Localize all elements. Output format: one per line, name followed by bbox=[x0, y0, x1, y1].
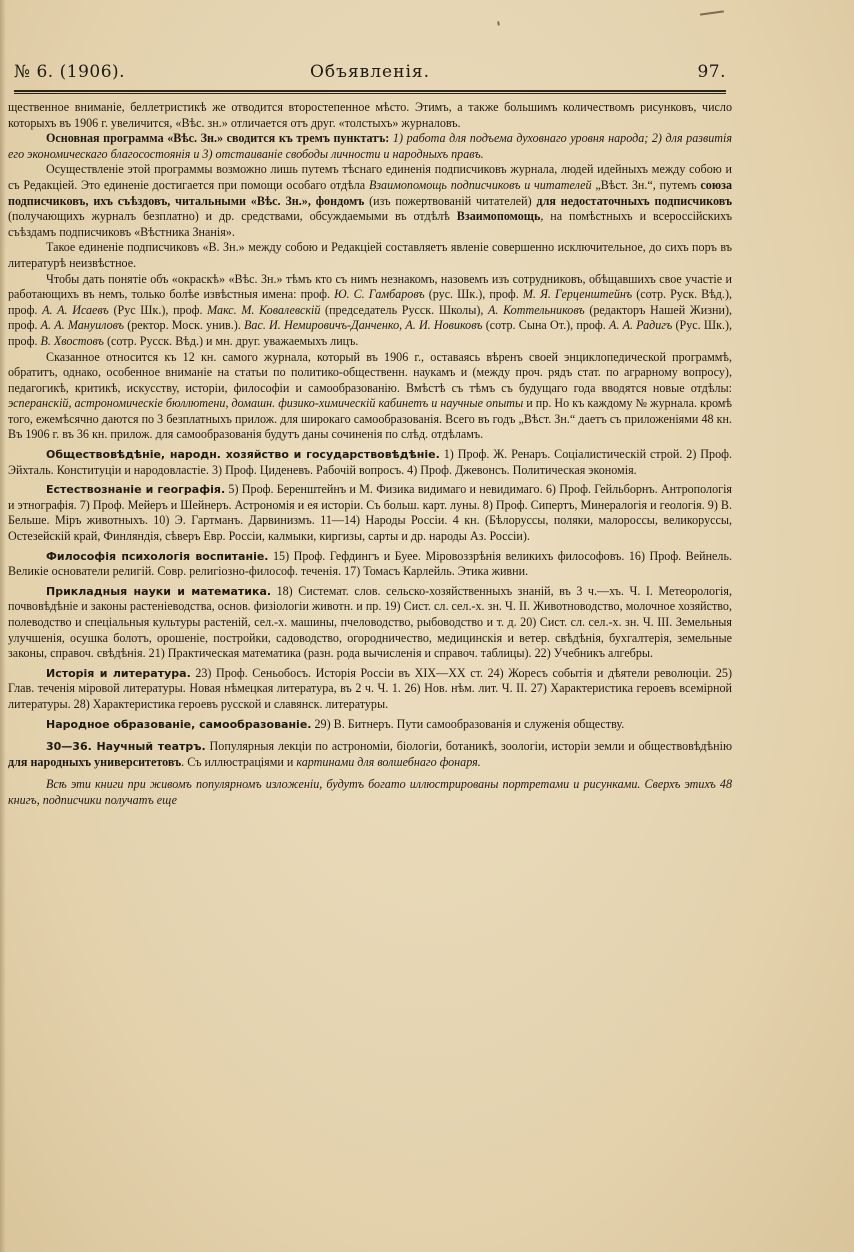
paragraph-p11 bbox=[8, 666, 732, 713]
paragraph-p8 bbox=[8, 482, 732, 544]
page-edge-shadow bbox=[0, 0, 6, 1252]
text-run: для народныхъ университетовъ bbox=[8, 754, 182, 769]
paragraph-p4 bbox=[8, 240, 732, 271]
text-run: (получающихъ журналъ безплатно) и др. средствами, обсуждаемыми въ отдѣлѣ bbox=[8, 209, 457, 224]
text-run: А. А. Исаевъ bbox=[42, 302, 109, 317]
text-run: Чтобы дать понятіе объ «окраскѣ» «Вѣс. Зн.» тѣмъ кто съ нимъ незнакомъ, назовемъ изъ сотрудниковъ, обѣщавшихъ свое участіе и работающихъ въ немъ, только болѣе извѣстныя имена: проф. bbox=[8, 271, 732, 302]
text-run: А. А. Радигъ bbox=[608, 318, 673, 333]
header-rule-thin bbox=[14, 93, 726, 94]
text-run: Такое единеніе подписчиковъ «В. Зн.» между собою и Редакціей составляетъ явленіе совершенно исключительное, до сихъ поръ въ литературѣ неизвѣстное. bbox=[8, 240, 732, 270]
text-run: А. Коттельниковъ bbox=[488, 302, 585, 317]
text-run: Взаимопомощь bbox=[456, 209, 541, 224]
article-body bbox=[8, 100, 732, 809]
paragraph-p3 bbox=[8, 162, 732, 240]
text-run: Сказанное относится къ 12 кн. самого журнала, который въ 1906 г., оставаясь вѣренъ своей энциклопедической программѣ, обратитъ, однако, особенное вниманіе на статьи по политико-общественн. наукамъ и (между проч. рядъ стат. по аграрному вопросу), педагогикѣ, критикѣ, искусству, исторіи, философіи и самообразованію. Вмѣстѣ съ тѣмъ съ будущаго года вводятся новые отдѣлы: bbox=[8, 349, 732, 395]
text-run: . Съ иллюстраціями и bbox=[181, 754, 297, 769]
issue-number: № 6. (1906). bbox=[14, 62, 126, 82]
text-run: для недостаточныхъ подписчиковъ bbox=[536, 193, 733, 208]
paragraph-p5 bbox=[8, 272, 732, 350]
text-run: щественное вниманіе, беллетристикѣ же отводится второстепенное мѣсто. Этимъ, а также большимъ количествомъ рисунковъ, число которыхъ въ 1906 г. увеличится, «Вѣс. зн.» отличается отъ друг. «толстыхъ» журналовъ. bbox=[8, 100, 732, 130]
paragraph-p2 bbox=[8, 131, 732, 162]
text-run: (ректор. Моск. унив.). bbox=[124, 318, 245, 333]
text-run: картинами для волшебнаго фонаря. bbox=[296, 754, 481, 769]
text-run: В. Хвостовъ bbox=[40, 333, 104, 348]
text-run: (председатель Русск. Школы), bbox=[320, 302, 489, 317]
text-run: М. Я. Герценштейнъ bbox=[522, 287, 633, 302]
page-number: 97. bbox=[697, 62, 726, 82]
text-run: и пр. Но къ каждому № журнала. кромѣ того, ежемѣсячно даются по 3 безплатныхъ прилож. для широкаго самообразованія. Всего въ годъ „Вѣст. Зн.“ даетъ съ приложеніями 48 кн. Въ 1906 г. въ 36 кн. прилож. для самообразованія будутъ даны сочиненія по слѣд. отдѣламъ. bbox=[8, 396, 732, 442]
text-run: Макс. М. Ковалевскій bbox=[207, 302, 321, 317]
text-run: 18) Системат. слов. сельско-хозяйственныхъ знаній, въ 3 ч.—хъ. Ч. I. Метеорологія, почвовѣдѣніе и законы растеніеводства, основ. физіологіи животн. и пр. 19) Сист. сл. сел.-х. зн. Ч. II. Животноводство, молочное хозяйство, полеводство и спеціальныя культуры растеній, сел.-х. машины, пчеловодство, рыбоводство и т. д. 20) Сист. сл. сел.-х. зн. Ч. III. Земельныя улучшенія, осушка болотъ, орошеніе, постройки, садоводство, огородничество, медицинскія и ветер. свѣдѣнія, бухгалтерія, земельные законы, справоч. свѣдѣнія. 21) Практическая математика (разн. рода вычисленія и справоч. таблицы). 22) Учебникъ алгебры. bbox=[8, 583, 732, 661]
text-run: (изъ пожертвованій читателей) bbox=[364, 193, 537, 208]
paragraph-p6 bbox=[8, 350, 732, 444]
text-run: Вас. И. Немировичъ-Данченко, А. И. Новиковъ bbox=[244, 318, 483, 333]
text-run: (сотр. Сына От.), проф. bbox=[482, 318, 609, 333]
text-run: 15) Проф. Гефдингъ и Буее. Міровоззрѣнія великихъ философовъ. 16) Проф. Вейнель. Великіе основатели религій. Совр. религіозно-философ. теченія. 17) Томасъ Карлейль. Этика живни. bbox=[8, 548, 732, 579]
section-heading: 30—36. Научный театръ. bbox=[46, 740, 206, 754]
text-run: 1) Проф. Ж. Ренаръ. Соціалистическій строй. 2) Проф. Эйхталь. Конституціи и народовластіе. 3) Проф. Циденевъ. Рабочій вопросъ. 4) Проф. Джевонсъ. Политическая экономія. bbox=[8, 447, 732, 477]
text-run: Основная программа «Вѣс. Зн.» сводится къ тремъ пунктатъ: bbox=[46, 131, 393, 146]
text-run: (Рус Шк.), проф. bbox=[108, 302, 208, 317]
section-heading: Народное образованіе, самообразованіе. bbox=[46, 717, 312, 731]
section-title: Объявленія. bbox=[309, 62, 431, 82]
text-run: 1) работа для подъема духовнаго уровня народа; 2) для развитія его экономическаго благосостоянія и 3) отстаиваніе свободы личности и народныхъ правъ. bbox=[8, 131, 732, 161]
section-heading: Исторія и литература. bbox=[46, 666, 191, 680]
text-run: „Вѣст. Зн.“, путемъ bbox=[591, 177, 701, 192]
paragraph-p9 bbox=[8, 549, 732, 580]
paragraph-p1 bbox=[8, 100, 732, 131]
text-run: , на помѣстныхъ и всероссійскихъ съѣздамъ подписчиковъ «Вѣстника Знанія». bbox=[8, 209, 732, 239]
text-run: Осуществленіе этой программы возможно лишь путемъ тѣснаго единенія подписчиковъ журнала, людей идейныхъ между собою и съ Редакціей. Это единеніе достигается при помощи особаго отдѣла bbox=[8, 162, 732, 192]
header-rule bbox=[14, 90, 726, 92]
text-run: союза подписчиковъ, ихъ съѣздовъ, читальными «Вѣс. Зн.», фондомъ bbox=[8, 177, 732, 208]
text-run: (редакторъ Нашей Жизни), проф. bbox=[8, 302, 732, 333]
section-heading: Философія психологія воспитаніе. bbox=[46, 549, 269, 563]
text-run: 29) В. Битнеръ. Пути самообразованія и служенія обществу. bbox=[311, 716, 625, 731]
text-run: Всѣ эти книги при живомъ популярномъ изложеніи, будутъ богато иллюстрированы портретами и рисунками. Сверхъ этихъ 48 книгъ, подписчики получатъ еще bbox=[8, 777, 732, 807]
section-heading: Обществовѣдѣніе, народн. хозяйство и государствовѣдѣніе. bbox=[46, 448, 440, 462]
section-heading: Естествознаніе и географія. bbox=[46, 483, 226, 497]
text-run: А. А. Мануиловъ bbox=[40, 318, 125, 333]
page-header bbox=[14, 58, 726, 88]
text-run: (рус. Шк.), проф. bbox=[424, 287, 523, 302]
paragraph-p12 bbox=[8, 717, 732, 733]
text-run: 5) Проф. Беренштейнъ и М. Физика видимаго и невидимаго. 6) Проф. Гейльборнъ. Антропологія и этнографія. 7) Проф. Мейеръ и Шейнеръ. Астрономія и ея исторіи. Съ больш. карт. луны. 8) Проф. Сипертъ, Минералогія и геологія. 9) В. Бельше. Міръ животныхъ. 10) Э. Гартманъ. Дарвинизмъ. 11—14) Народы Россіи. 4 кн. (Бѣлоруссы, поляки, малороссы, великоруссы, Остезейскій край, Финляндія, сѣверъ Евр. Россіи, калмыки, киргизы, сарты и др. народы Аз. Россіи). bbox=[8, 482, 732, 544]
text-run: Популярныя лекціи по астрономіи, біологіи, ботаникѣ, зоологіи, исторіи земли и обществовѣдѣнію bbox=[205, 739, 732, 754]
paragraph-p14 bbox=[8, 777, 732, 808]
paragraph-p13 bbox=[8, 739, 732, 770]
text-run: 23) Проф. Сеньобосъ. Исторія Россіи въ XIX—XX ст. 24) Жоресъ событія и дѣятели революціи. 25) Глав. теченія міровой литературы. Новая нѣмецкая литература, въ 2 ч. Ч. 1. 26) Нов. нѣм. лит. Ч. II. 27) Характеристика героевъ всемірной литературы. 28) Характеристика героевъ русской и славянск. литературы. bbox=[8, 665, 733, 711]
text-run: (сотр. Русск. Вѣд.) и мн. друг. уважаемыхъ лицъ. bbox=[103, 333, 359, 348]
text-run: (Рус. Шк.), проф. bbox=[8, 318, 733, 348]
text-run: эсперанскій, астрономическіе бюллютени, домашн. физико-химическій кабинетъ и научные опыты bbox=[8, 396, 524, 411]
text-run: (сотр. Руск. Вѣд.), проф. bbox=[8, 287, 733, 317]
section-heading: Прикладныя науки и математика. bbox=[46, 584, 272, 598]
paper-speck bbox=[496, 21, 500, 25]
pencil-mark bbox=[700, 10, 724, 16]
paragraph-p10 bbox=[8, 584, 732, 662]
text-run: Взаимопомощь подписчиковъ и читателей bbox=[368, 177, 592, 192]
text-run: Ю. С. Гамбаровъ bbox=[334, 287, 425, 302]
paragraph-p7 bbox=[8, 447, 732, 478]
